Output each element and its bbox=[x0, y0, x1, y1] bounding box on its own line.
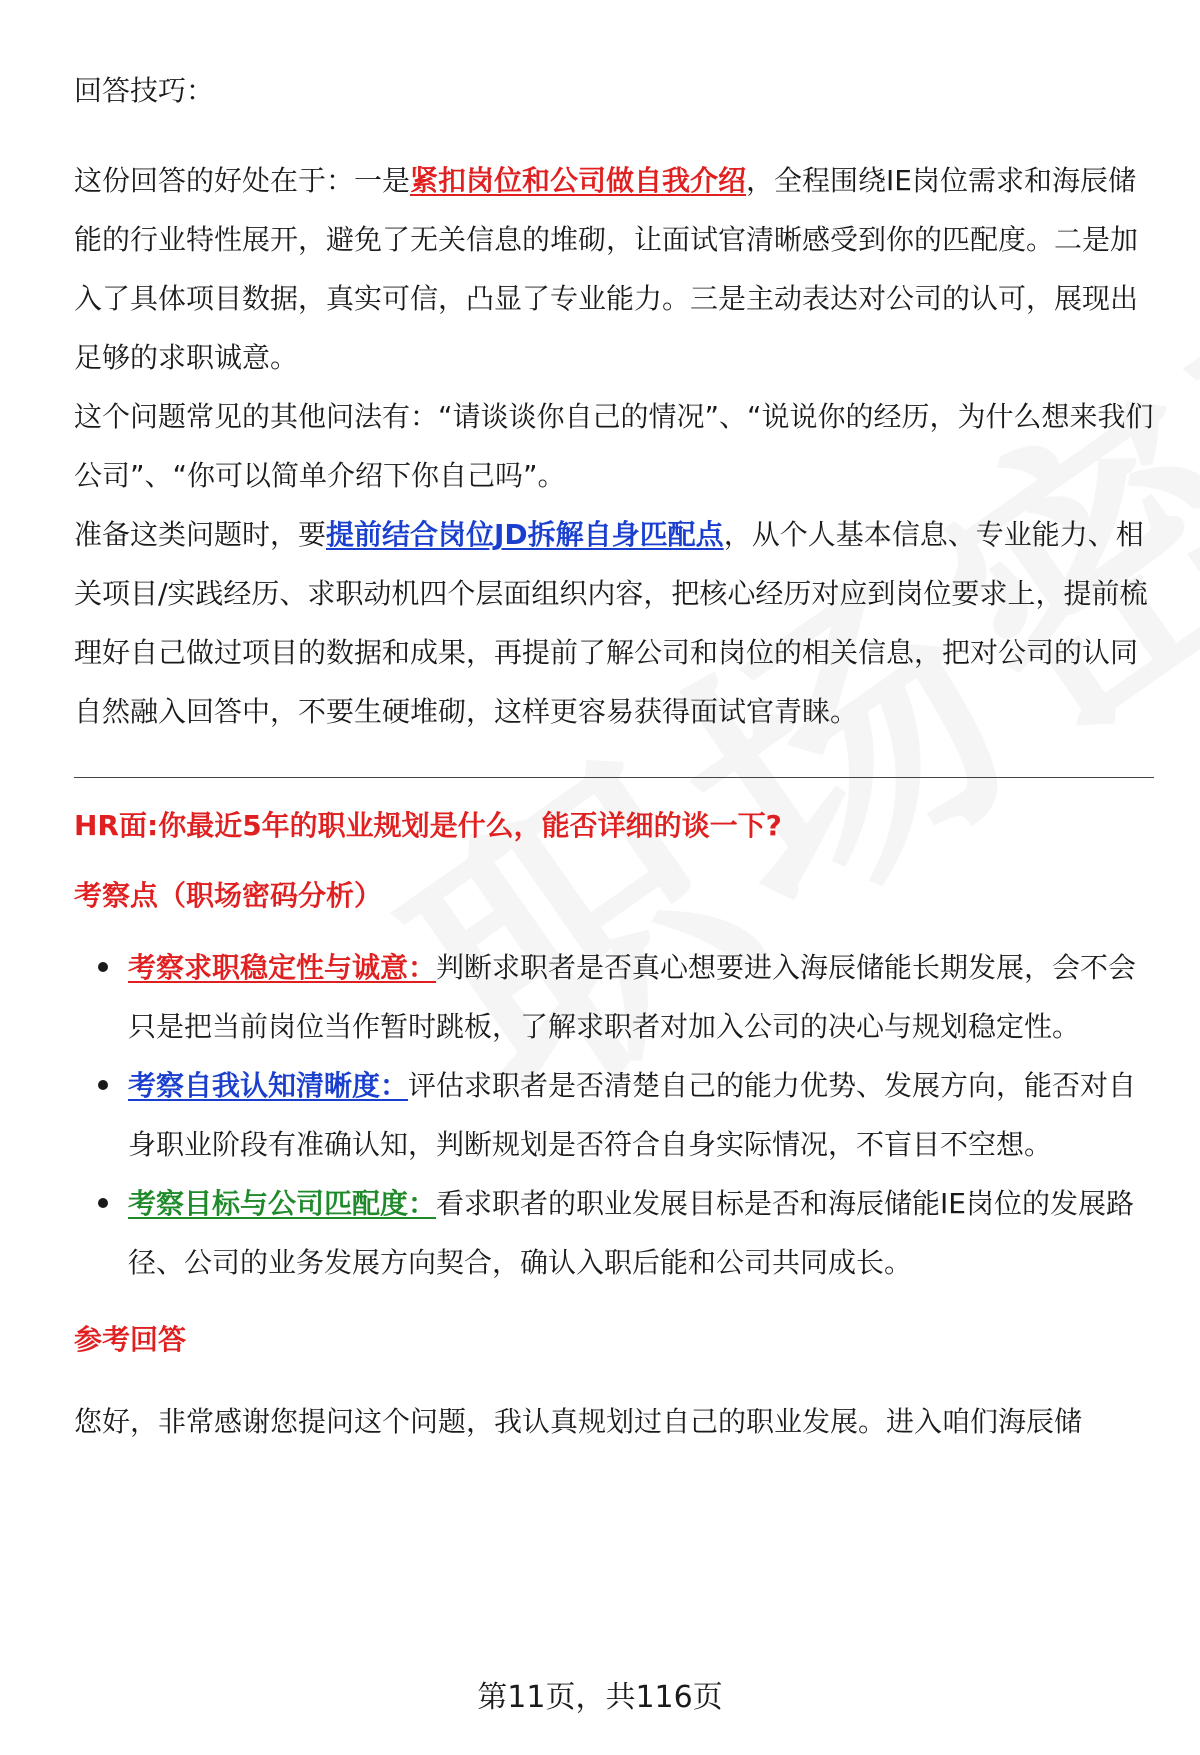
point-text: 评估求职者是否清楚自己的能力优势、发展方向，能否对自身职业阶段有准确认知，判断规划是否符合自身实际情况，不盲目不空想。 bbox=[128, 1069, 1137, 1161]
analysis-title: 考察点（职场密码分析） bbox=[74, 879, 383, 912]
para-text: ，从个人基本信息、专业能力、相关项目/实践经历、求职动机四个层面组织内容，把核心经历对应到岗位要求上，提前梳理好自己做过项目的数据和成果，再提前了解公司和岗位的相关信息，把对公司的认同自然融入回答中，不要生硬堆砌，这样更容易获得面试官青睐。 bbox=[74, 518, 1148, 728]
bullet-icon bbox=[98, 1198, 108, 1208]
para-text: 这份回答的好处在于：一是 bbox=[74, 164, 411, 197]
para-text: 准备这类问题时，要 bbox=[74, 518, 327, 551]
answer-tips-label: 回答技巧： bbox=[74, 74, 215, 107]
reference-answer-text: 您好，非常感谢您提问这个问题，我认真规划过自己的职业发展。进入咱们海辰储 bbox=[74, 1405, 1083, 1438]
reference-answer-title: 参考回答 bbox=[74, 1323, 187, 1356]
list-item bbox=[74, 1056, 1154, 1174]
section-divider bbox=[74, 777, 1154, 778]
preparation-paragraph bbox=[74, 505, 1154, 741]
page-number: 第11页，共116页 bbox=[477, 1680, 723, 1715]
point-label: 考察求职稳定性与诚意： bbox=[128, 951, 437, 984]
point-text: 判断求职者是否真心想要进入海辰储能长期发展，会不会只是把当前岗位当作暂时跳板，了解求职者对加入公司的决心与规划稳定性。 bbox=[128, 951, 1137, 1043]
point-label: 考察目标与公司匹配度： bbox=[128, 1187, 437, 1220]
highlight-company-fit: 紧扣岗位和公司做自我介绍 bbox=[410, 164, 747, 197]
bullet-icon bbox=[98, 1080, 108, 1090]
document-page bbox=[74, 62, 1154, 1451]
list-item bbox=[74, 1174, 1154, 1292]
para-text: ，全程围绕IE岗位需求和海辰储能的行业特性展开，避免了无关信息的堆砌，让面试官清晰感受到你的匹配度。二是加入了具体项目数据，真实可信，凸显了专业能力。三是主动表达对公司的认可，展现出足够的求职诚意。 bbox=[74, 164, 1139, 374]
list-item bbox=[74, 938, 1154, 1056]
point-label: 考察自我认知清晰度： bbox=[128, 1069, 409, 1102]
bullet-icon bbox=[98, 962, 108, 972]
highlight-jd-match: 提前结合岗位JD拆解自身匹配点 bbox=[326, 518, 724, 551]
point-text: 看求职者的职业发展目标是否和海辰储能IE岗位的发展路径、公司的业务发展方向契合，确认入职后能和公司共同成长。 bbox=[128, 1187, 1134, 1279]
question-title: HR面:你最近5年的职业规划是什么，能否详细的谈一下? bbox=[74, 809, 782, 842]
answer-tips-paragraph bbox=[74, 151, 1154, 387]
alternative-questions-paragraph: 这个问题常见的其他问法有：“请谈谈你自己的情况”、“说说你的经历，为什么想来我们公司”、“你可以简单介绍下你自己吗”。 bbox=[74, 400, 1154, 492]
analysis-points-list bbox=[74, 938, 1154, 1292]
